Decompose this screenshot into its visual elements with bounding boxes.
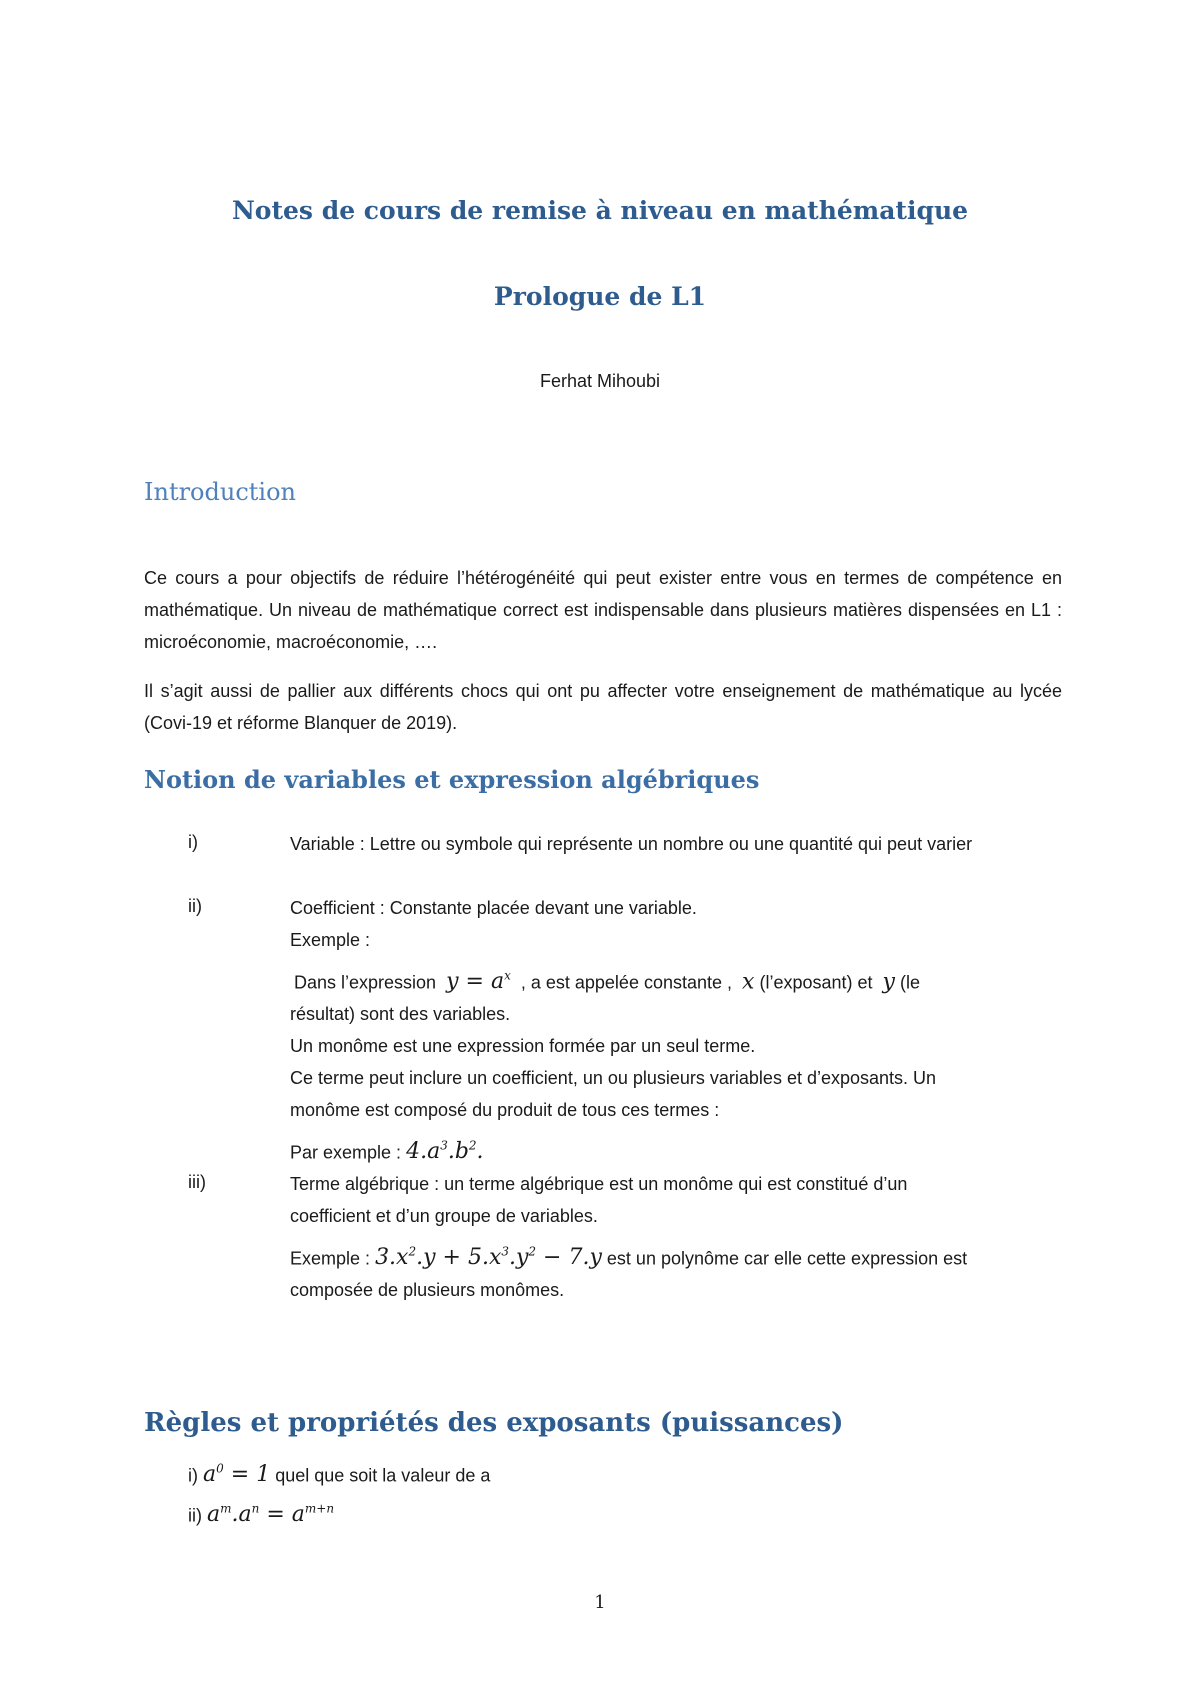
document-subtitle: Prologue de L1 xyxy=(493,282,707,311)
section-heading-regles: Règles et propriétés des exposants (puissances) xyxy=(144,1408,844,1438)
intro-paragraph-2: Il s’agit aussi de pallier aux différents chocs qui ont pu affecter votre enseignement de mathématique au lycée (Covi-19 et réforme Blanquer de 2019). xyxy=(144,681,1062,733)
item-label-i: i) xyxy=(188,832,198,852)
section-heading-introduction: Introduction xyxy=(144,478,296,506)
example-text-pre: Dans l’expression xyxy=(294,972,437,993)
rule-2 xyxy=(188,1502,334,1527)
item-terme-line2: coefficient et d’un groupe de variables. xyxy=(290,1206,598,1226)
formula-a-power-zero: $a^0 = 1$ xyxy=(203,1462,271,1488)
item-coefficient-line8 xyxy=(290,1130,1050,1168)
example-text-post: (le xyxy=(900,972,921,993)
intro-paragraph-1: Ce cours a pour objectifs de réduire l’hétérogénéité qui peut exister entre vous en termes de compétence en mathématique. Un niveau de mathématique correct est indispensable dans plusieurs matières dispensées en L1 : microéconomie, macroéconomie, …. xyxy=(144,568,1062,652)
example-text-polynome: est un polynôme car elle cette expression est xyxy=(606,1248,968,1269)
item-coefficient-line7: monôme est composé du produit de tous ces termes : xyxy=(290,1100,720,1120)
page-number: 1 xyxy=(594,1592,606,1613)
rule-1-text: quel que soit la valeur de a xyxy=(275,1465,491,1486)
rule-2-label: ii) xyxy=(188,1505,202,1526)
formula-y-equals-a-power-x: $y = a^x$ xyxy=(446,969,511,995)
item-label-ii: ii) xyxy=(188,896,202,916)
item-label-iii: iii) xyxy=(188,1172,206,1192)
formula-product-of-powers: $a^m.a^n = a^{m+n}$ xyxy=(207,1502,335,1528)
example-text-mid1: , a est appelée constante , xyxy=(520,972,733,993)
item-coefficient-example-label: Exemple : xyxy=(290,930,371,950)
example-label-monome: Par exemple : xyxy=(290,1142,402,1163)
formula-monome-example: $4.a^3.b^2$. xyxy=(406,1139,484,1165)
item-coefficient-line1: Coefficient : Constante placée devant une variable. xyxy=(290,898,697,918)
item-variable-text: Variable : Lettre ou symbole qui représente un nombre ou une quantité qui peut varier xyxy=(290,834,973,854)
formula-x: x xyxy=(742,969,755,995)
item-terme-line4: composée de plusieurs monômes. xyxy=(290,1280,565,1300)
item-coefficient-example-expression xyxy=(294,960,1054,998)
item-coefficient-line5: Un monôme est une expression formée par un seul terme. xyxy=(290,1036,756,1056)
item-terme-line3 xyxy=(290,1236,1050,1274)
section-heading-notion: Notion de variables et expression algébriques xyxy=(144,765,760,794)
item-terme-line1: Terme algébrique : un terme algébrique est un monôme qui est constitué d’un xyxy=(290,1174,908,1194)
example-label-polynome: Exemple : xyxy=(290,1248,371,1269)
example-text-mid2: (l’exposant) et xyxy=(759,972,873,993)
author-name: Ferhat Mihoubi xyxy=(539,371,661,391)
formula-y: y xyxy=(882,969,895,995)
item-coefficient-line4: résultat) sont des variables. xyxy=(290,1004,511,1024)
rule-1 xyxy=(188,1462,490,1487)
rule-1-label: i) xyxy=(188,1465,198,1486)
formula-polynome-example: $3.x^2.y + 5.x^3.y^2 - 7.y$ xyxy=(375,1245,602,1271)
item-coefficient-line6: Ce terme peut inclure un coefficient, un ou plusieurs variables et d’exposants. Un xyxy=(290,1068,937,1088)
document-title: Notes de cours de remise à niveau en mathématique xyxy=(231,196,969,225)
